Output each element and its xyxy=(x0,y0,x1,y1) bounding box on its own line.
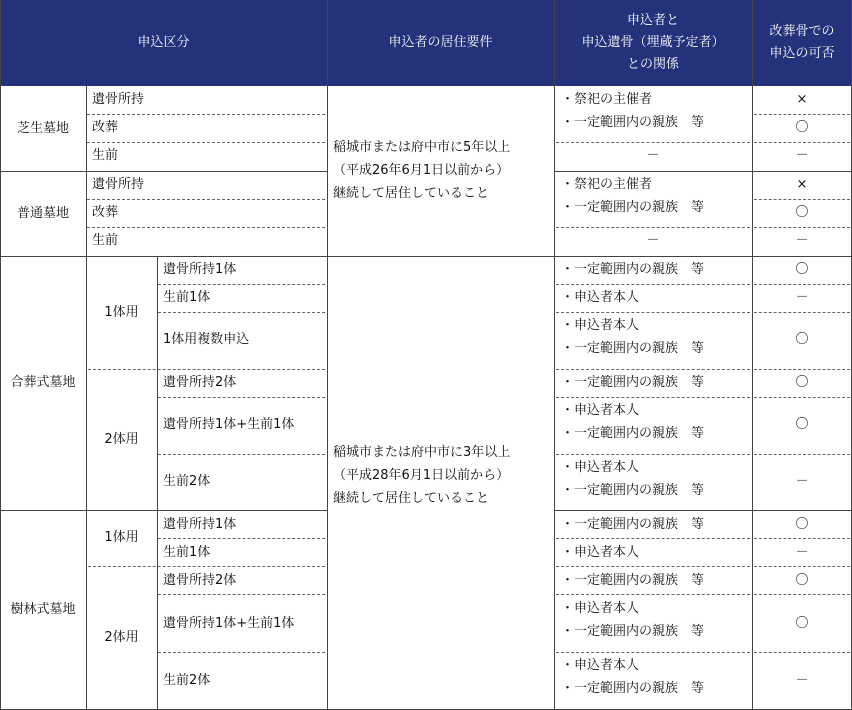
section-name: 樹林式墓地 xyxy=(10,602,76,617)
group-name: 1体用 xyxy=(104,305,139,320)
header-relationship-line2: 申込遺骨（埋蔵予定者） xyxy=(581,35,725,50)
row-divider xyxy=(754,566,850,567)
subrow-label: 生前 xyxy=(92,233,119,248)
relationship-text: ・一定範囲内の親族 等 xyxy=(561,624,705,639)
residence-text: （平成26年6月1日以前から） xyxy=(333,163,510,178)
residence-text: 継続して居住していること xyxy=(333,491,490,506)
relationship-text: ・申込者本人 xyxy=(561,318,640,333)
row-divider xyxy=(556,652,750,653)
divider-col xyxy=(554,0,555,710)
row-divider xyxy=(556,454,750,455)
relationship-text: ・一定範囲内の親族 等 xyxy=(561,681,705,696)
subrow-label: 改葬 xyxy=(92,120,119,135)
relationship-text: ・祭祀の主催者 xyxy=(561,177,653,192)
relationship-text: ・一定範囲内の親族 等 xyxy=(561,200,705,215)
relationship-text: ・申込者本人 xyxy=(561,601,640,616)
row-divider xyxy=(556,312,750,313)
section-name: 合葬式墓地 xyxy=(10,375,76,390)
row-divider xyxy=(158,652,325,653)
subrow-label: 遺骨所持 xyxy=(92,92,145,107)
section-divider xyxy=(0,510,327,511)
residence-text: 稲城市または府中市に3年以上 xyxy=(333,445,511,460)
subrow-label: 生前 xyxy=(92,148,119,163)
row-divider xyxy=(556,594,750,595)
row-divider xyxy=(754,312,850,313)
row-label: 生前1体 xyxy=(163,290,211,305)
reburial-mark: 〇 xyxy=(795,205,809,220)
section-name: 普通墓地 xyxy=(16,206,69,221)
relationship-text: ・一定範囲内の親族 等 xyxy=(561,262,705,277)
section-name: 芝生墓地 xyxy=(16,121,69,136)
relationship-text: ・一定範囲内の親族 等 xyxy=(561,115,705,130)
divider-col xyxy=(157,256,158,710)
row-divider xyxy=(754,142,850,143)
row-divider xyxy=(556,284,750,285)
subrow-label: 遺骨所持 xyxy=(92,177,145,192)
residence-text: 稲城市または府中市に5年以上 xyxy=(333,140,511,155)
row-label: 遺骨所持1体 xyxy=(163,517,237,532)
row-divider xyxy=(556,369,750,370)
row-divider xyxy=(88,369,325,370)
row-label: 遺骨所持1体 xyxy=(163,262,237,277)
group-name: 2体用 xyxy=(104,432,139,447)
reburial-mark: 〇 xyxy=(795,616,809,631)
relationship-text: － xyxy=(646,233,660,248)
row-divider xyxy=(158,284,325,285)
reburial-mark: × xyxy=(796,177,808,192)
header-reburial xyxy=(752,0,852,86)
reburial-mark: × xyxy=(796,92,808,107)
row-divider xyxy=(88,566,325,567)
row-label: 生前2体 xyxy=(163,474,211,489)
group-name: 2体用 xyxy=(104,630,139,645)
row-divider xyxy=(556,397,750,398)
row-divider xyxy=(754,454,850,455)
row-divider xyxy=(754,227,850,228)
row-divider xyxy=(158,594,325,595)
header-relationship xyxy=(554,0,752,86)
reburial-mark: 〇 xyxy=(795,417,809,432)
section-divider xyxy=(554,510,852,511)
residence-text: （平成28年6月1日以前から） xyxy=(333,468,510,483)
relationship-text: ・申込者本人 xyxy=(561,545,640,560)
relationship-text: ・一定範囲内の親族 等 xyxy=(561,517,705,532)
reburial-mark: － xyxy=(795,290,809,305)
reburial-mark: 〇 xyxy=(795,573,809,588)
row-divider xyxy=(556,566,750,567)
reburial-mark: － xyxy=(795,233,809,248)
relationship-text: ・祭祀の主催者 xyxy=(561,92,653,107)
row-divider xyxy=(556,227,750,228)
relationship-text: ・一定範囲内の親族 等 xyxy=(561,483,705,498)
section-divider xyxy=(0,171,327,172)
row-label: 遺骨所持1体+生前1体 xyxy=(163,417,295,432)
row-divider xyxy=(754,397,850,398)
relationship-text: ・申込者本人 xyxy=(561,290,640,305)
row-label: 遺骨所持2体 xyxy=(163,573,237,588)
divider-col xyxy=(327,0,328,710)
header-category xyxy=(0,0,327,86)
row-divider xyxy=(754,538,850,539)
reburial-mark: － xyxy=(795,545,809,560)
row-divider xyxy=(754,284,850,285)
row-label: 生前1体 xyxy=(163,545,211,560)
row-divider xyxy=(556,142,750,143)
row-divider xyxy=(87,142,325,143)
row-divider xyxy=(754,114,850,115)
reburial-mark: 〇 xyxy=(795,375,809,390)
row-divider xyxy=(87,199,325,200)
header-residence-text: 申込者の居住要件 xyxy=(388,35,493,50)
row-label: 遺骨所持2体 xyxy=(163,375,237,390)
group-name: 1体用 xyxy=(104,530,139,545)
relationship-text: ・一定範囲内の親族 等 xyxy=(561,341,705,356)
row-divider xyxy=(754,369,850,370)
row-divider xyxy=(754,652,850,653)
row-divider xyxy=(754,594,850,595)
row-label: 生前2体 xyxy=(163,673,211,688)
row-divider xyxy=(87,227,325,228)
row-label: 1体用複数申込 xyxy=(163,332,250,347)
reburial-mark: 〇 xyxy=(795,517,809,532)
relationship-text: ・一定範囲内の親族 等 xyxy=(561,375,705,390)
relationship-text: ・一定範囲内の親族 等 xyxy=(561,426,705,441)
row-divider xyxy=(754,199,850,200)
relationship-text: ・申込者本人 xyxy=(561,403,640,418)
reburial-mark: － xyxy=(795,474,809,489)
reburial-mark: － xyxy=(795,148,809,163)
header-relationship-line3: との関係 xyxy=(626,57,679,72)
section-divider xyxy=(554,171,852,172)
row-divider xyxy=(158,538,325,539)
row-divider xyxy=(158,397,325,398)
header-relationship-line1: 申込者と xyxy=(626,13,679,28)
divider-col xyxy=(86,86,87,710)
row-divider xyxy=(158,454,325,455)
row-divider xyxy=(158,312,325,313)
relationship-text: ・一定範囲内の親族 等 xyxy=(561,573,705,588)
reburial-mark: － xyxy=(795,673,809,688)
row-divider xyxy=(556,538,750,539)
subrow-label: 改葬 xyxy=(92,205,119,220)
reburial-mark: 〇 xyxy=(795,332,809,347)
section-divider xyxy=(0,256,852,257)
header-reburial-line1: 改葬骨での xyxy=(769,24,835,39)
header-residence xyxy=(327,0,554,86)
header-category-text: 申込区分 xyxy=(137,35,190,50)
reburial-mark: 〇 xyxy=(795,262,809,277)
row-label: 遺骨所持1体+生前1体 xyxy=(163,616,295,631)
reburial-mark: 〇 xyxy=(795,120,809,135)
residence-text: 継続して居住していること xyxy=(333,186,490,201)
header-reburial-line2: 申込の可否 xyxy=(769,46,835,61)
row-divider xyxy=(87,114,325,115)
relationship-text: ・申込者本人 xyxy=(561,658,640,673)
relationship-text: － xyxy=(646,148,660,163)
relationship-text: ・申込者本人 xyxy=(561,460,640,475)
